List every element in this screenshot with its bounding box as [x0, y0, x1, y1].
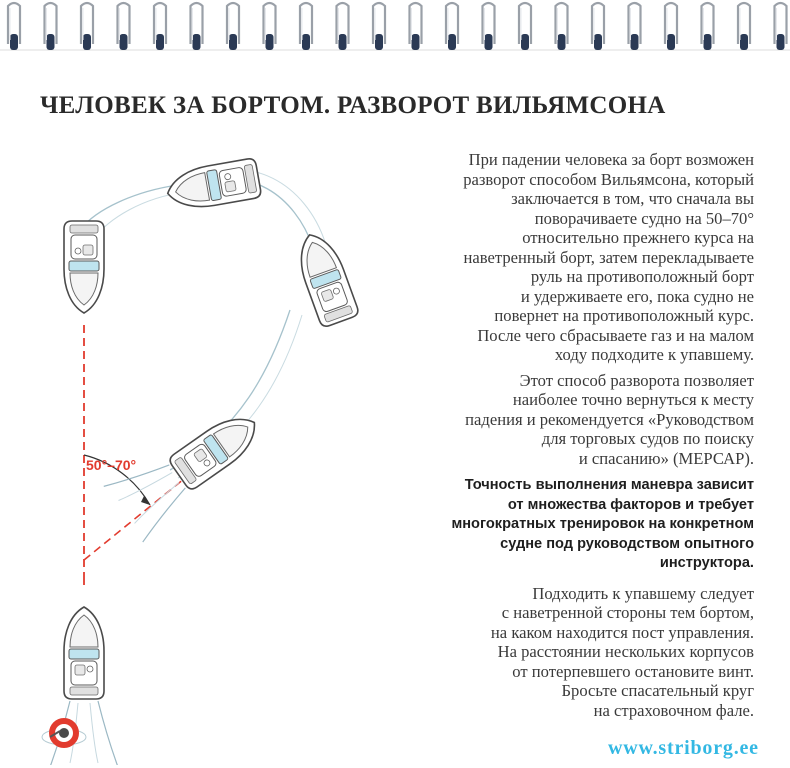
williamson-turn-diagram [20, 140, 390, 765]
text-line: При падении человека за борт возможен [468, 150, 754, 169]
binding-ring [373, 3, 385, 50]
binding-ring [300, 3, 312, 50]
paragraph-approach [392, 584, 754, 721]
text-line: многократных тренировок на конкретном [451, 516, 754, 532]
boat-reversing [164, 158, 262, 213]
text-line: с наветренной стороны тем бортом, [501, 603, 754, 622]
binding-ring [45, 3, 57, 50]
text-line: разворот способом Вильямсона, который [463, 169, 754, 189]
text-line: повернет на противоположный курс. [494, 306, 754, 325]
text-line: На расстоянии нескольких корпусов [497, 642, 754, 661]
text-line: на каком находится пост управления. [490, 622, 754, 642]
text-line: от потерпевшего остановите винт. [512, 661, 754, 681]
text-line: для торговых судов по поиску [541, 429, 754, 448]
text-line: Подходить к упавшему следует [532, 583, 754, 603]
binding-ring [337, 3, 349, 50]
text-line: Точность выполнения маневра зависит [464, 477, 754, 493]
angle-label: 50°–70° [86, 457, 137, 473]
binding-ring [738, 3, 750, 50]
binding-ring [154, 3, 166, 50]
text-line: и спасанию» (МЕРСАР). [578, 448, 754, 468]
text-line: руль на противоположный борт [530, 267, 754, 286]
binding-ring [8, 3, 20, 50]
binding-ring [227, 3, 239, 50]
text-line: заключается в том, что сначала вы [511, 189, 754, 208]
binding-ring [556, 3, 568, 50]
binding-ring [446, 3, 458, 50]
binding-ring [665, 3, 677, 50]
binding-ring [264, 3, 276, 50]
boat-return [64, 221, 104, 313]
binding-ring [592, 3, 604, 50]
binding-ring [483, 3, 495, 50]
spiral-binding [0, 0, 790, 62]
paragraph-method [392, 150, 754, 365]
binding-ring [81, 3, 93, 50]
binding-ring [519, 3, 531, 50]
text-line: относительно прежнего курса на [522, 228, 754, 247]
text-line: и удерживаете его, пока судно не [520, 286, 754, 306]
text-line: инструктора. [659, 555, 754, 571]
text-line: После чего сбрасываете газ и на малом [477, 325, 754, 345]
boat-rudder-over [291, 228, 360, 328]
website-link[interactable]: www.striborg.ee [608, 737, 759, 759]
paragraph-mersar [392, 371, 754, 469]
binding-ring [702, 3, 714, 50]
text-line: Бросьте спасательный круг [561, 681, 754, 700]
binding-ring [118, 3, 130, 50]
text-line: судне под руководством опытного [500, 535, 754, 552]
text-line: ходу подходите к упавшему. [554, 345, 754, 364]
binding-ring [410, 3, 422, 50]
text-line: на страховочном фале. [593, 700, 754, 720]
text-line: наиболее точно вернуться к месту [512, 390, 754, 409]
text-line: поворачиваете судно на 50–70° [534, 208, 754, 228]
binding-ring [629, 3, 641, 50]
text-line: падения и рекомендуется «Руководством [465, 409, 754, 429]
lifebuoy-icon [42, 721, 86, 745]
text-line: наветренный борт, затем перекладываете [463, 247, 754, 267]
text-line: Этот способ разворота позволяет [519, 370, 754, 390]
binding-ring [191, 3, 203, 50]
body-text [392, 150, 754, 720]
binding-ring [775, 3, 787, 50]
paragraph-accuracy [392, 476, 754, 574]
text-line: от множества факторов и требует [507, 496, 754, 513]
page-title: ЧЕЛОВЕК ЗА БОРТОМ. РАЗВОРОТ ВИЛЬЯМСОНА [40, 92, 666, 119]
